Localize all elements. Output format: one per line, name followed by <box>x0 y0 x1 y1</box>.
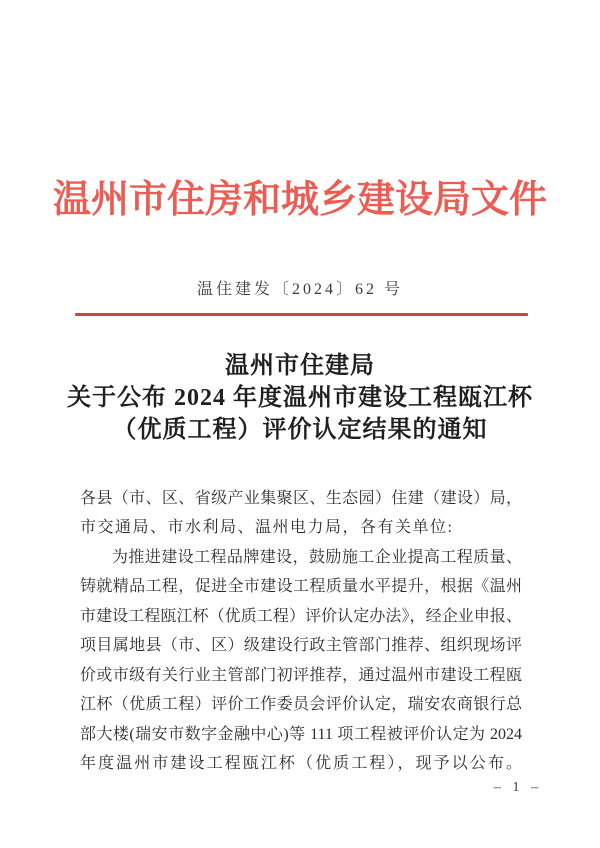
notice-title-line: （优质工程）评价认定结果的通知 <box>112 416 488 443</box>
body-text-line: 年度温州市建设工程瓯江杯（优质工程），现予以公布。 <box>80 755 522 773</box>
body-text-line: 市建设工程瓯江杯（优质工程）评价认定办法》，经企业申报、 <box>80 607 522 625</box>
document-header-title: 温州市住房和城乡建设局文件 <box>52 179 547 221</box>
body-text-line: 江杯（优质工程）评价工作委员会评价认定，瑞安农商银行总 <box>80 696 522 714</box>
body-text-line: 为推进建设工程品牌建设，鼓励施工企业提高工程质量、 <box>112 548 522 566</box>
notice-title-line: 温州市住建局 <box>225 352 375 379</box>
body-text-line: 市交通局、市水利局、温州电力局，各有关单位: <box>80 519 454 537</box>
notice-body <box>80 484 522 779</box>
notice-title-line: 关于公布 2024 年度温州市建设工程瓯江杯 <box>67 384 533 411</box>
notice-title <box>0 350 600 446</box>
body-text-line: 价或市级有关行业主管部门初评推荐，通过温州市建设工程瓯 <box>80 666 522 684</box>
body-text-line: 项目属地县（市、区）级建设行政主管部门推荐、组织现场评 <box>80 637 522 655</box>
body-text-line: 部大楼(瑞安市数字金融中心)等 111 项工程被评价认定为 2024 <box>80 725 522 743</box>
page-number: – 1 – <box>494 780 542 795</box>
body-text-line: 铸就精品工程，促进全市建设工程质量水平提升，根据《温州 <box>80 578 522 596</box>
red-divider-line <box>75 313 528 316</box>
body-text-line: 各县（市、区、省级产业集聚区、生态园）住建（建设）局， <box>80 489 522 507</box>
document-number: 温住建发〔2024〕62 号 <box>196 280 403 298</box>
